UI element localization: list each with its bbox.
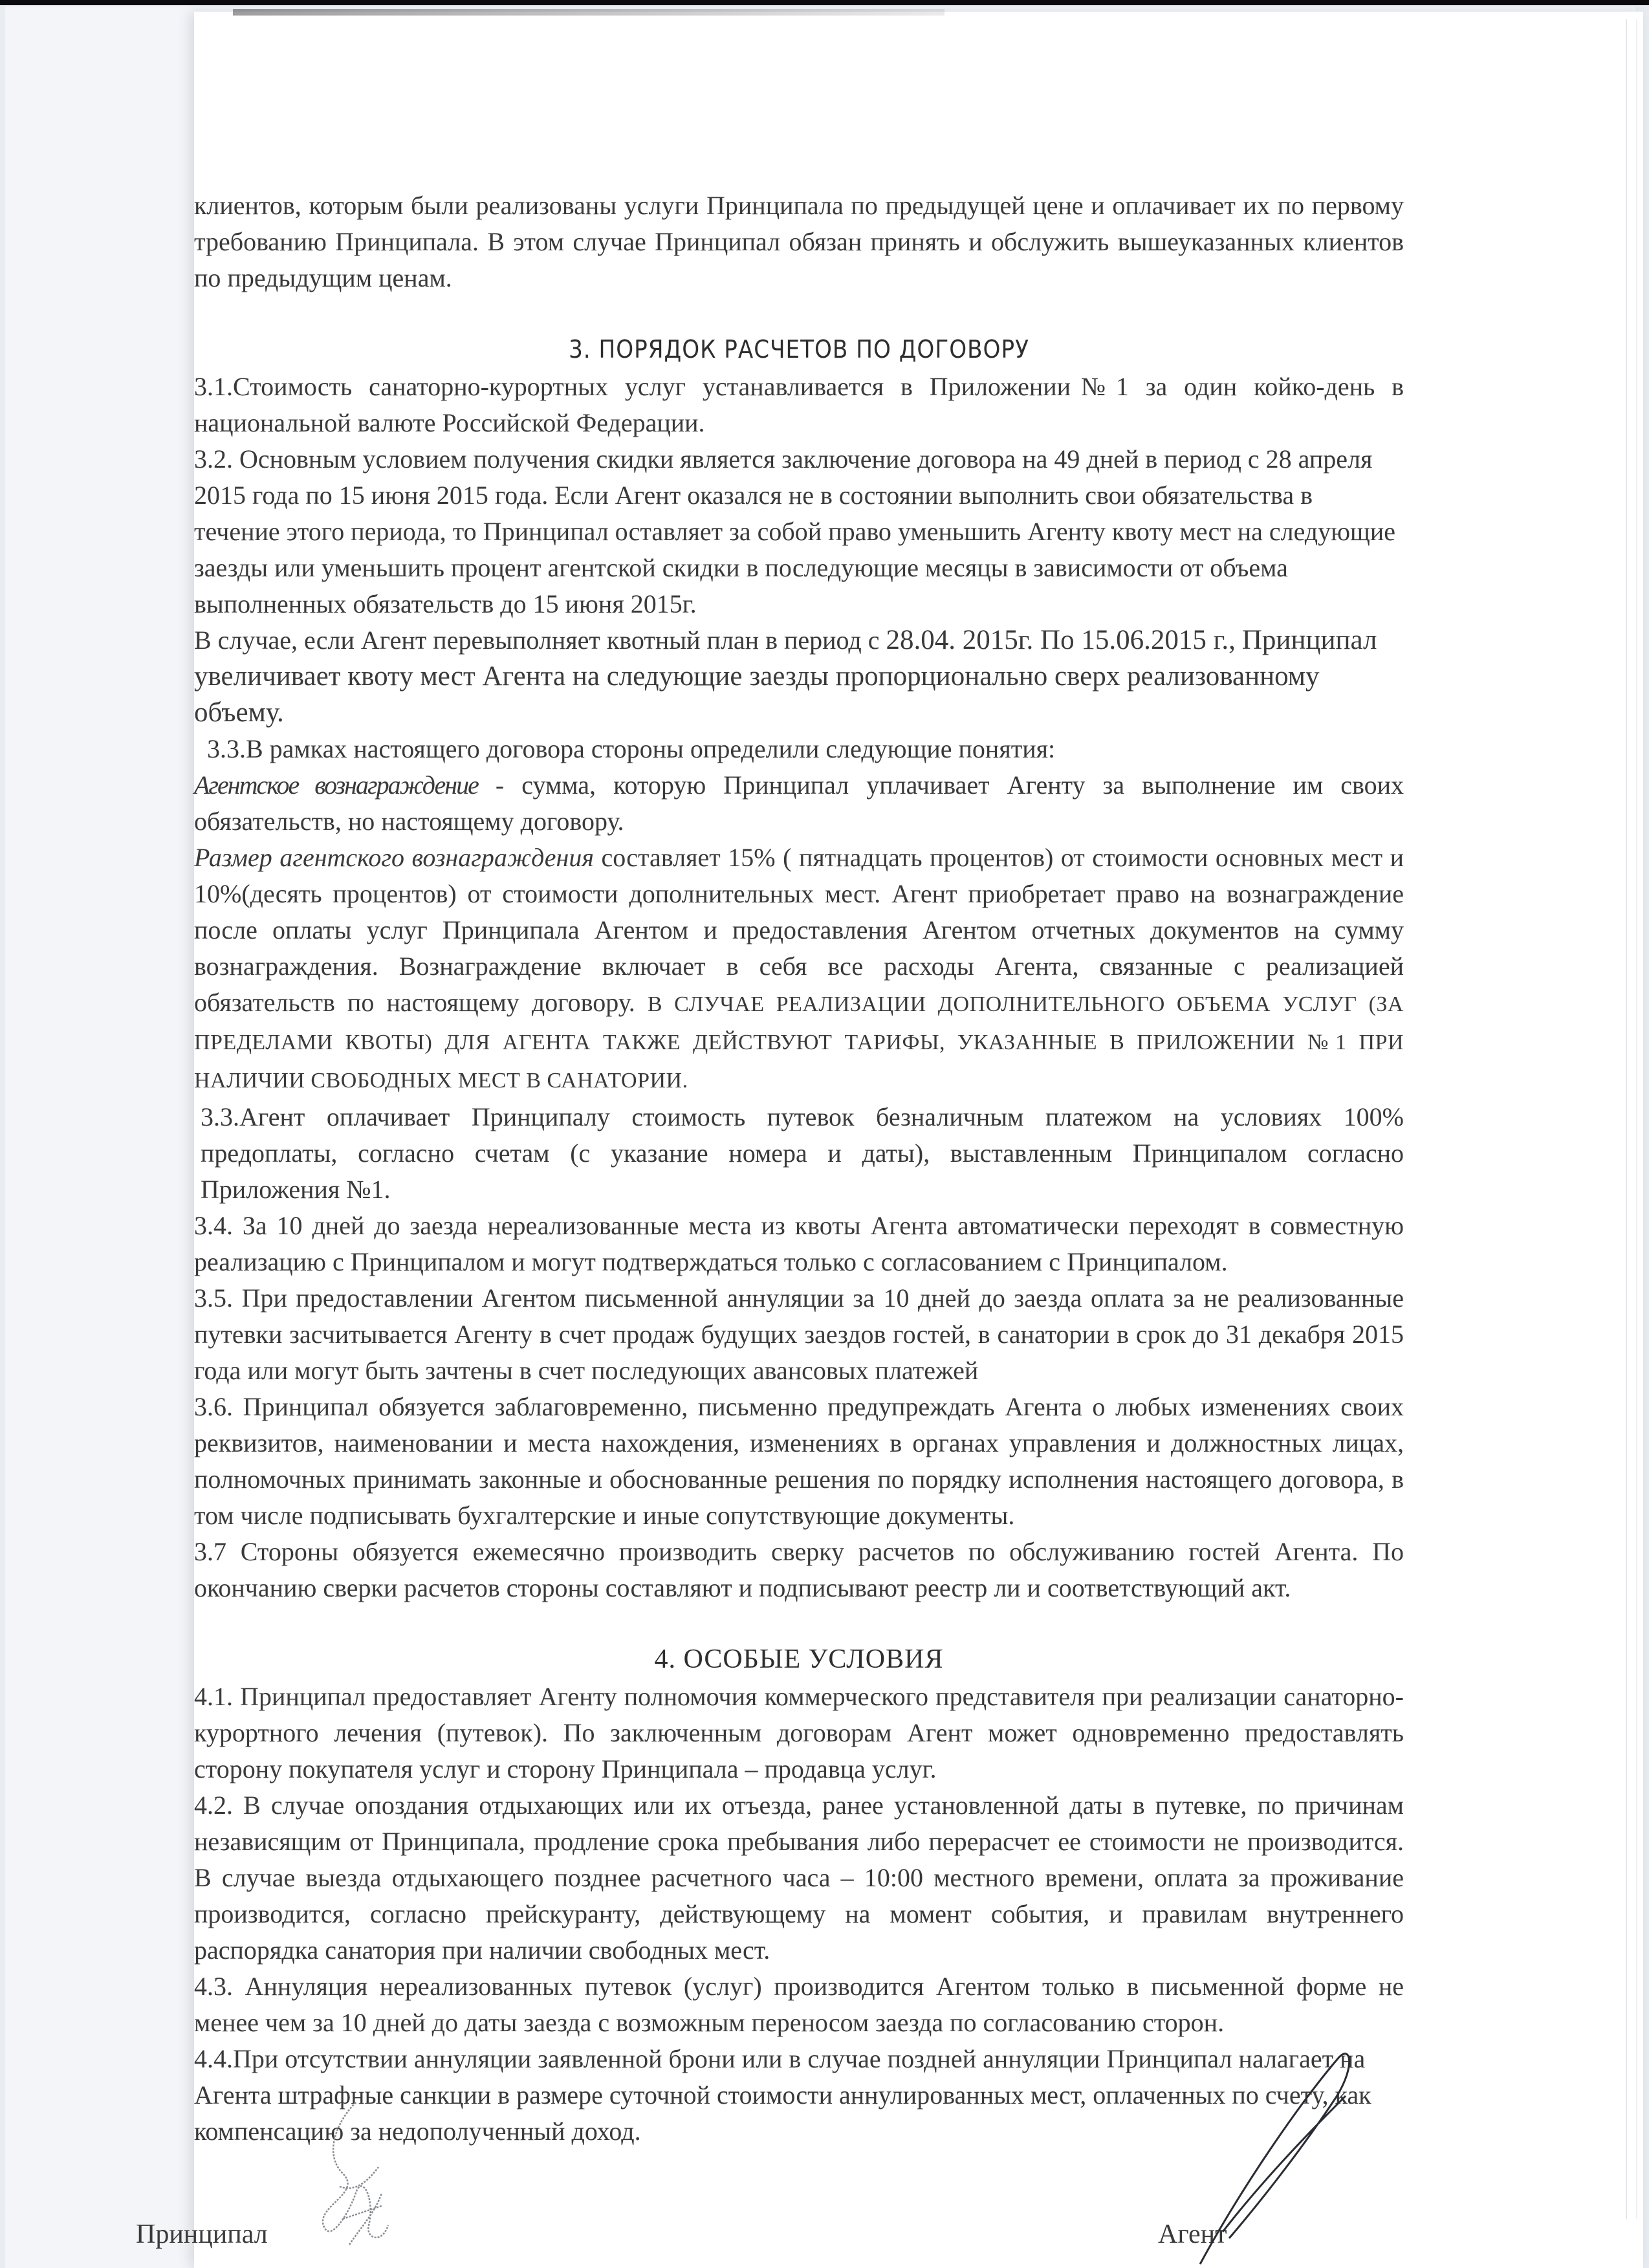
clause-3-1: 3.1.Стоимость санаторно-курортных услуг устанавливается в Приложении№1 за один койко-день в национальной валюте Российской Федерации. bbox=[194, 372, 1404, 437]
definition-term-fee-size: Размер агентского вознаграждения bbox=[194, 843, 594, 872]
intro-paragraph: клиентов, которым были реализованы услуги Принципала по предыдущей цене и оплачивает их по первому требованию Принципала. В этом случае Принципал обязан принять и обслужить вышеуказанных клиентов по предыдущим ценам. bbox=[194, 191, 1404, 292]
page-fold-shadow bbox=[233, 9, 945, 16]
clause-4-1: 4.1. Принципал предоставляет Агенту полномочия коммерческого представителя при реализации санаторно-курортного лечения (путевок). По заключенным договорам Агент может одновременно предоставлять сторону покупателя услуг и сторону Принципала – продавца услуг. bbox=[194, 1682, 1404, 1783]
definition-fee-size bbox=[194, 840, 1404, 1099]
clause-3-2-overfulfil-start: В случае, если Агент перевыполняет квотный план в период с bbox=[194, 626, 886, 655]
spacer bbox=[194, 1606, 1404, 1640]
spacer bbox=[194, 296, 1404, 330]
clause-3-3-intro: 3.3.В рамках настоящего договора стороны определили следующие понятия: bbox=[207, 734, 1056, 763]
clause-3-3-payment: 3.3.Агент оплачивает Принципалу стоимость путевок безналичным платежом на условиях 100% предоплаты, согласно счетам (с указание номера и даты), выставленным Принципалом согласно Приложения №1. bbox=[201, 1102, 1404, 1204]
document-body bbox=[194, 188, 1404, 2150]
clause-4-3: 4.3. Аннуляция нереализованных путевок (услуг) производится Агентом только в письменной форме не менее чем за 10 дней до даты заезда с возможным переносом заезда по согласованию сторон. bbox=[194, 1972, 1404, 2037]
definition-caps-notice: В СЛУЧАЕ РЕАЛИЗАЦИИ ДОПОЛНИТЕЛЬНОГО ОБЪЕМА УСЛУГ (ЗА ПРЕДЕЛАМИ КВОТЫ) ДЛЯ АГЕНТА ТАКЖЕ ДЕЙСТВУЮТ ТАРИФЫ, УКАЗАННЫЕ В ПРИЛОЖЕНИИ №1 ПРИ НАЛИЧИИ СВОБОДНЫХ МЕСТ В САНАТОРИИ. bbox=[194, 992, 1404, 1093]
stacked-page-edges bbox=[1626, 19, 1637, 2219]
clause-3-6: 3.6. Принципал обязуется заблаговременно, письменно предупреждать Агента о любых изменениях своих реквизитов, наименовании и места нахождения, изменениях в органах управления и должностных лицах, полномочных принимать законные и обоснованные решения по порядку исполнения настоящего договора, в том числе подписывать бухгалтерские и иные сопутствующие документы. bbox=[194, 1392, 1404, 1530]
scan-border-top bbox=[0, 0, 1649, 5]
definition-text-fee-size: составляет 15% ( пятнадцать процентов) от стоимости основных мест и 10%(десять процентов) от стоимости дополнительных мест. Агент приобретает право на вознаграждение после оплаты услуг Принципала Агентом и предоставления Агентом отчетных документов на сумму вознаграждения. Вознаграждение включает в себя все расходы Агента, связанные с реализацией обязательств по настоящему договору. bbox=[194, 843, 1404, 1017]
clause-3-7: 3.7 Стороны обязуется ежемесячно производить сверку расчетов по обслуживанию гостей Агента. По окончанию сверки расчетов стороны составляют и подписывают реестр ли и соответствующий акт. bbox=[194, 1537, 1404, 1602]
clause-4-4: 4.4.При отсутствии аннуляции заявленной брони или в случае поздней аннуляции Принципал налагает на Агента штрафные санкции в размере суточной стоимости аннулированных мест, оплаченных по счету, как компенсацию за недополученный доход. bbox=[194, 2044, 1371, 2146]
definition-text-agent-fee: - сумма, которую Принципал уплачивает Агенту за выполнение им своих обязательств, но настоящему договору. bbox=[194, 770, 1404, 836]
agent-label: Агент bbox=[1158, 2219, 1227, 2249]
clause-3-4: 3.4. За 10 дней до заезда нереализованные места из квоты Агента автоматически переходят в совместную реализацию с Принципалом и могут подтверждаться только с согласованием с Принципалом. bbox=[194, 1211, 1404, 1276]
clause-4-2: 4.2. В случае опоздания отдыхающих или их отъезда, ранее установленной даты в путевке, по причинам независящим от Принципала, продление срока пребывания либо перерасчет ее стоимости не производится. В случае выезда отдыхающего позднее расчетного часа – 10:00 местного времени, оплата за проживание производится, согласно прейскуранту, действующему на момент события, и правилам внутреннего распорядка санатория при наличии свободных мест. bbox=[194, 1791, 1404, 1965]
principal-label: Принципал bbox=[136, 2219, 268, 2249]
clause-3-2-overfulfil bbox=[194, 622, 1404, 731]
section-4-title: 4. ОСОБЫЕ УСЛОВИЯ bbox=[654, 1644, 944, 1674]
section-3-title: 3. ПОРЯДОК РАСЧЕТОВ ПО ДОГОВОРУ bbox=[569, 335, 1029, 364]
signature-footer bbox=[136, 2219, 1268, 2258]
clause-3-2-overfulfil-end: Принципал увеличивает квоту мест Агента на следующие заезды пропорционально сверх реализованному объему. bbox=[194, 625, 1377, 728]
definition-term-agent-fee: Агентское вознаграждение bbox=[194, 770, 478, 800]
clause-3-2-dates: 28.04. 2015г. По 15.06.2015 г., bbox=[886, 625, 1236, 655]
clause-3-5: 3.5. При предоставлении Агентом письменной аннуляции за 10 дней до заезда оплата за не реализованные путевки засчитывается Агенту в счет продаж будущих заездов гостей, в санатории в срок до 31 декабря 2015 года или могут быть зачтены в счет последующих авансовых платежей bbox=[194, 1283, 1404, 1385]
clause-3-2: 3.2. Основным условием получения скидки является заключение договора на 49 дней в период с 28 апреля 2015 года по 15 июня 2015 года. Если Агент оказался не в состоянии выполнить свои обязательства в течение этого периода, то Принципал оставляет за собой право уменьшить Агенту квоту мест на следующие заезды или уменьшить процент агентской скидки в последующие месяцы в зависимости от объема выполненных обязательств до 15 июня 2015г. bbox=[194, 444, 1395, 618]
definition-agent-fee bbox=[194, 767, 1404, 840]
